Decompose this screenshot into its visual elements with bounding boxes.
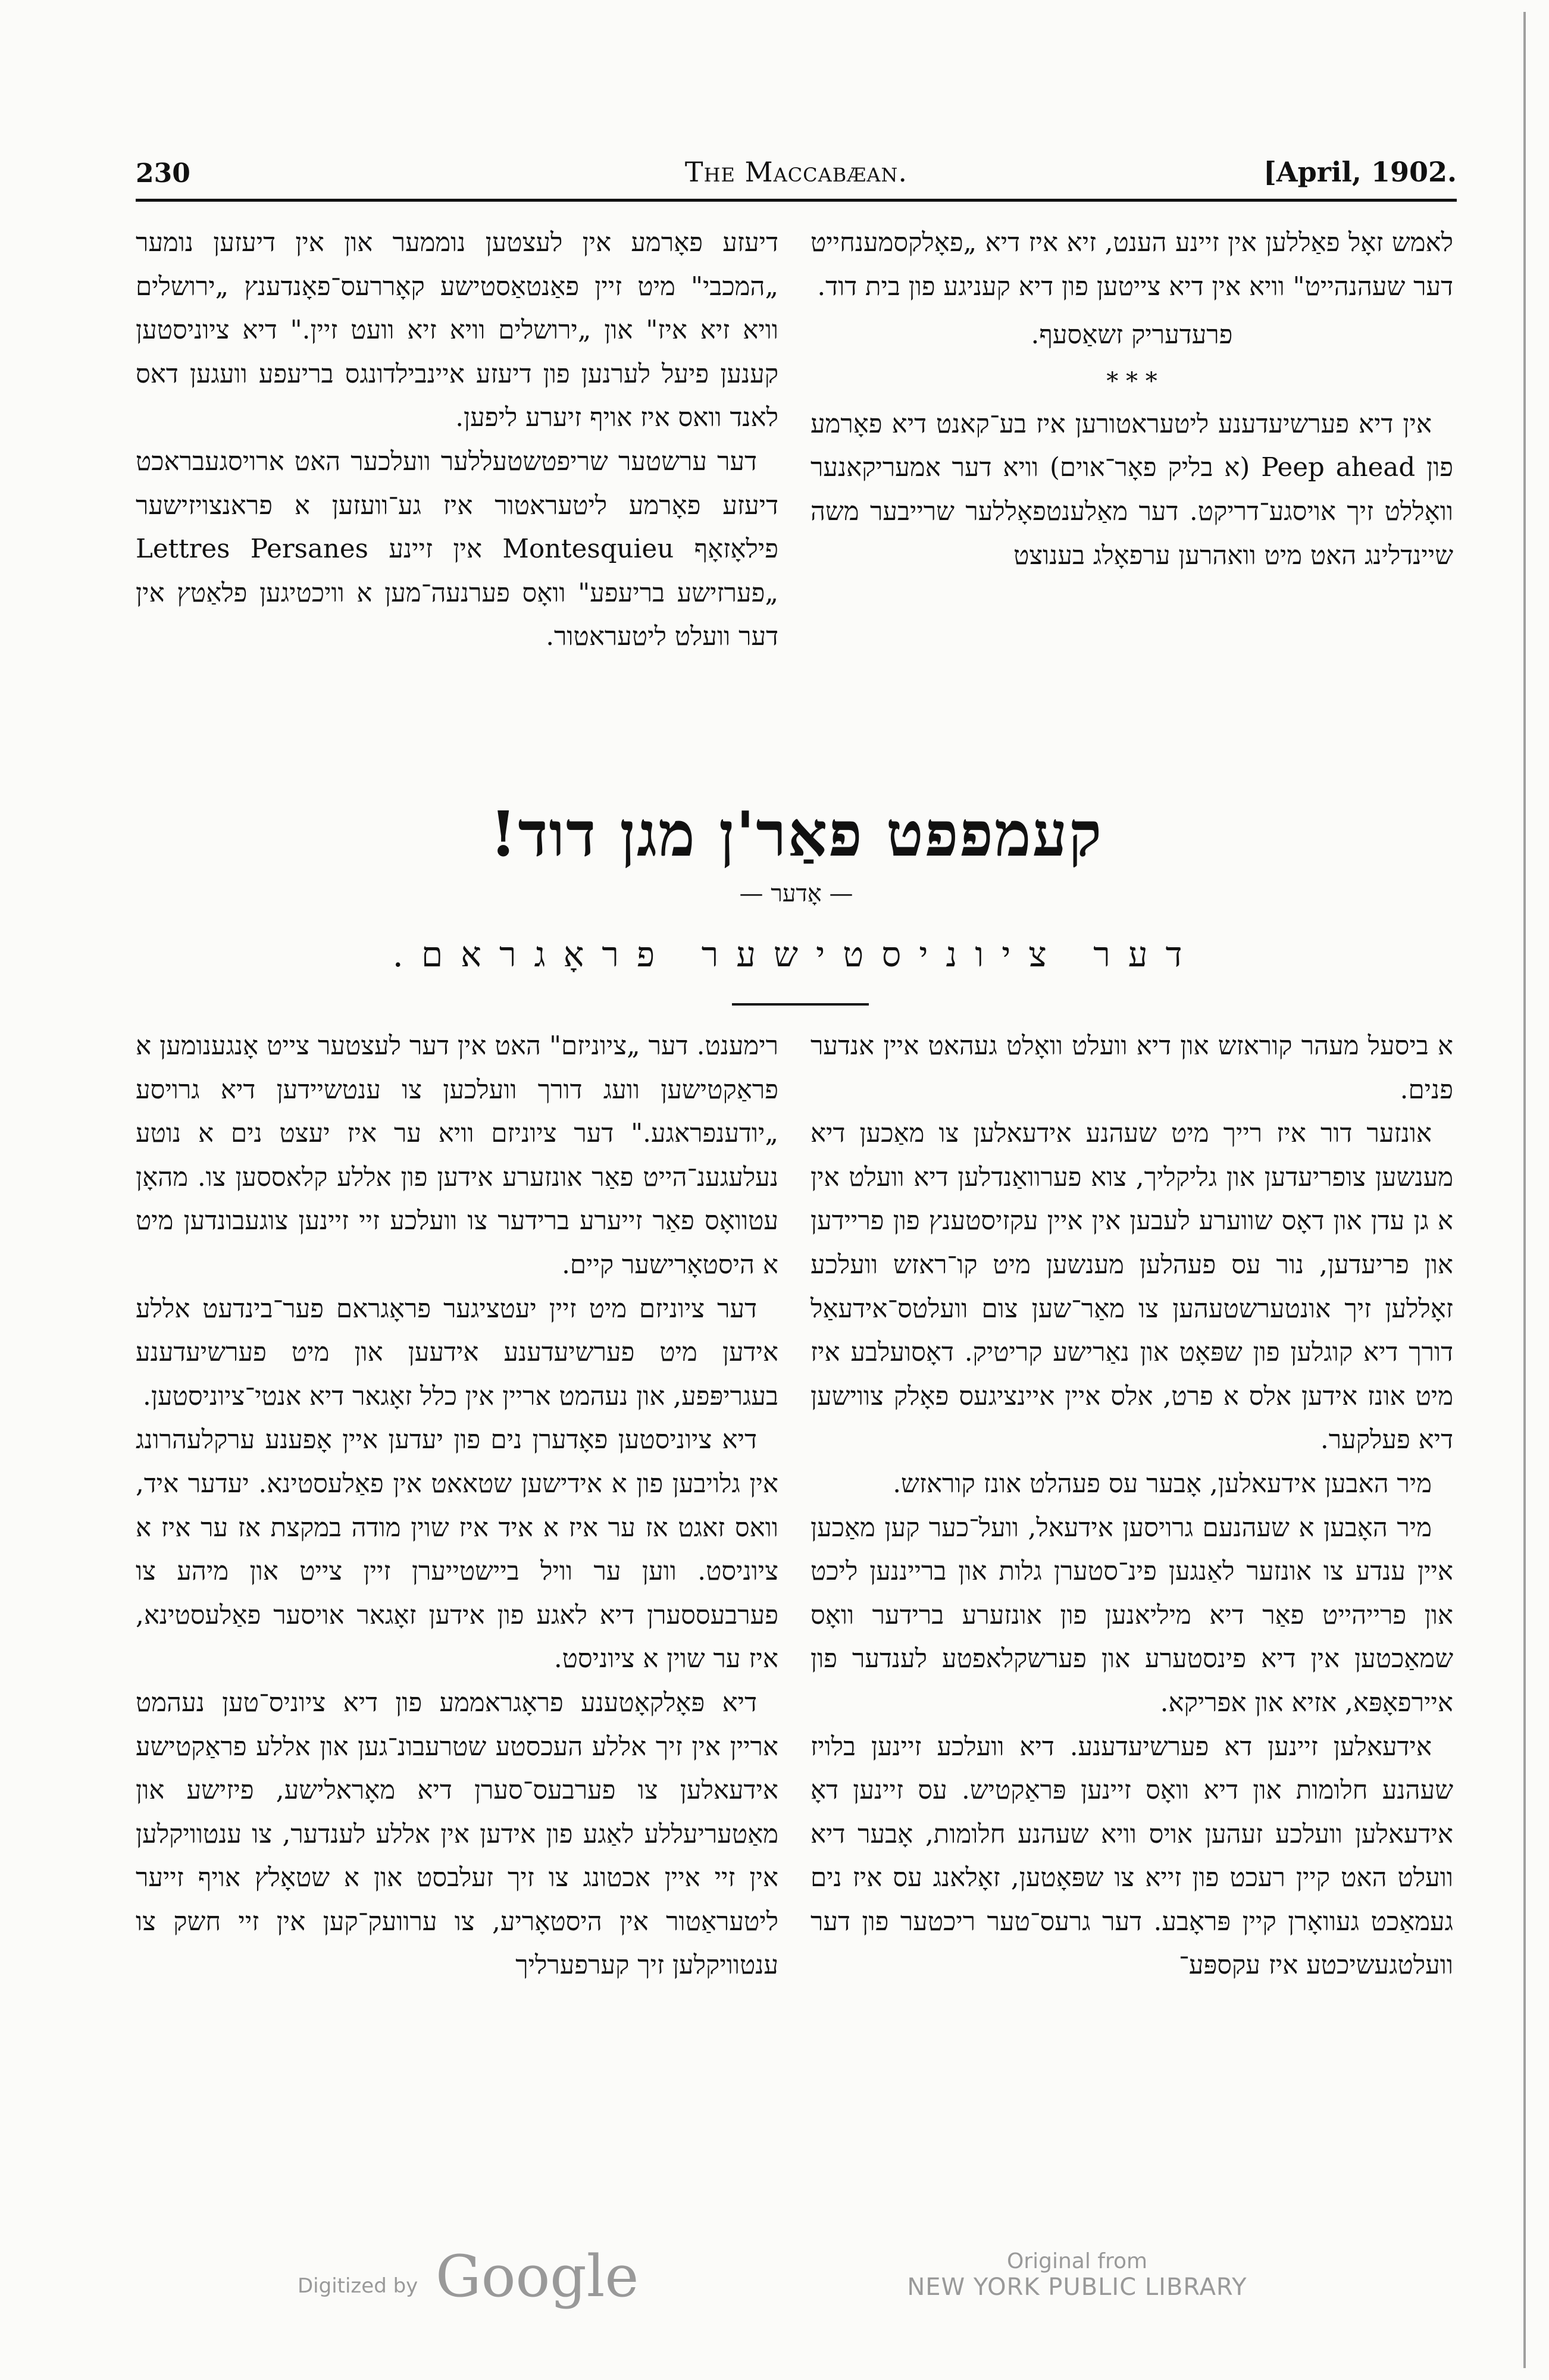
paragraph: מיר האָבען א שעהנעם גרויסען אידעאל, וועל־כער קען מאַכען איין ענדע צו אונזער לאַנגען פינ־סטערן גלות און ברייננען ליכט און פרייהייט פאַר דיא מיליאנען פון אונזערע ברידער וואָס שמאַכטען אין דיא פינסטערע און פערשקלאפטע לענדער פון איירפאָפּא, אזיא און אפריקא. [811, 1512, 1453, 1718]
asterism-separator: * * * [1106, 367, 1157, 395]
running-header [136, 156, 1457, 198]
text-run: דער ערשטער שריפטשטעללער וועלכער האט ארויסגעבראכט דיעזע פאָרמע ליטעראטור איז גע־וועזען א פראנצויזישער פילאָזאָף [136, 446, 779, 565]
bottom-right-column [811, 1025, 1453, 1988]
paragraph: דיא ציוניסטען פאָדערן נים פון יעדען איין אָפענע ערקלעהרונג אין גלויבען פון א אידישען שטאאט אין פאַלעסטינא. יעדער איד, וואס זאגט אז ער איז א איד איז שוין מודה במקצת אז ער איז א ציוניסט. ווען ער וויל ביישטייערן זיין צייט און מיהע צו פערבעססערן דיא לאגע פון אידען זאָגאר אויסער פאַלעסטינא, איז ער שוין א ציוניסט. [136, 1425, 778, 1674]
paragraph: מיר האבען אידעאלען, אָבער עס פעהלט אונז קוראזש. [893, 1468, 1432, 1499]
paragraph: לאמש זאָל פאַללען אין זיינע הענט, זיא איז דיא „פאָלקסמענחייט דער שעהנהייט" וויא אין דיא צייטען פון דיא קעניגע פון בית דוד. [811, 228, 1453, 302]
article-or-line: — אָדער — [739, 880, 853, 907]
paragraph: אידעאלען זיינען דא פערשיעדענע. דיא וועלכע זיינען בלויז שעהנע חלומות און דיא וואָס זיינען פּראַקטיש. עס זיינען דאָ אידעאלען וועלכע זעהען אויס וויא שעהנע חלומות, אָבער דיא וועלט האט קיין רעכט פון זייא צו שפּאָטען, זאָלאנג עס איז נים געמאַכט געוואָרן קיין פּראָבע. דער גרעס־טער ריכטער פון דער וועלטגעשיכטע איז עקספּע־ [811, 1731, 1453, 1981]
page-number: 230 [136, 158, 190, 189]
original-from-label: Original from [1006, 2249, 1148, 2273]
latin-phrase: Montesquieu [502, 534, 674, 565]
paragraph [136, 440, 778, 659]
latin-phrase: Peep ahead [1261, 453, 1416, 483]
issue-date: [April, 1902. [1263, 156, 1457, 188]
text-run: „פערזישע בריעפע" וואָס פערנעה־מען א וויכטיגען פלאַטץ אין דער וועלט ליטעראטור. [136, 578, 778, 652]
paragraph: דיא פּאָלקאָטענע פראָגראממע פון דיא ציוניס־טען נעהמט אריין אין זיך אללע העכסטע שטרעבונ־גען און אללע פראַקטישע אידעאלען צו פערבעס־סערן דיא מאָראלישע, פיזישע און מאַטעריעללע לאַגע פון אידען אין אללע לענדער, צו ענטוויקלען אין זיי איין אכטונג צו זיך זעלבסט און א שטאָלץ אויף זייער ליטעראַטור אין היסטאָריע, צו ערוועק־קען אין זיי חשק צו ענטוויקלען זיך קערפערליך [136, 1687, 778, 1981]
latin-phrase: Lettres Persanes [136, 534, 369, 565]
scan-edge-line [1523, 12, 1526, 2368]
paragraph: דער ציוניזם מיט זיין יעטציגער פראָגראם פער־בינדעט אללע אידען מיט פערשיעדענע אידעען און מיט פערשיעדענע בעגריפּפע, און נעהמט אריין אין כלל זאָגאר דיא אנטי־ציוניסטען. [136, 1294, 778, 1411]
library-name: NEW YORK PUBLIC LIBRARY [907, 2273, 1247, 2301]
text-run: אין זיינע [389, 534, 483, 565]
bottom-left-column [136, 1025, 778, 1988]
paragraph [811, 403, 1453, 578]
top-left-column [136, 221, 778, 659]
article-title: קעמפפט פאַר'ן מגן דוד! [489, 797, 1103, 870]
digitized-by-label: Digitized by [298, 2274, 418, 2298]
text-run: (א בליק פאָר־אוים) וויא דער אמעריקאנער וואָללט זיך אויסגע־דריקט. דער מאַלענטפאָללער שרייבער משה שיינדלינג האט מיט וואהרען ערפאָלג בענוצט [811, 453, 1453, 571]
article-subtitle: דער ציוניסטישער פראָגראם. [392, 934, 1200, 975]
journal-title: The Maccabæan. [684, 156, 908, 188]
original-from-watermark [899, 2249, 1256, 2301]
digitized-by-watermark [298, 2243, 666, 2309]
paragraph: א ביסעל מעהר קוראזש און דיא וועלט וואָלט געהאט איין אנדער פנים. [811, 1031, 1453, 1105]
paragraph: אונזער דור איז רייך מיט שעהנע אידעאלען צו מאַכען דיא מענשען צופריעדען און גליקליך, צוא פערוואַנדלען דיא וועלט אין א גן עדן און דאָס שווערע לעבען אין איין עקזיסטענץ פון פריידען און פריעדען, נור עס פעהלען מענשען מיט קו־ראזש וועלכע זאָללען זיך אונטערשטעהען צו מאַר־שען צום וועלטס־אידעאַל דורך דיא קוגלען פון שפּאָט און נאַרישע קריטיק. דאָסועלבע איז מיט אונז אידען אלס א פרט, אלס איין איינציגעס פאָלק צווישען דיא פעלקער. [811, 1119, 1453, 1455]
title-rule [732, 1003, 869, 1006]
paragraph: דיעזע פאָרמע אין לעצטען נוממער און אין דיעזען נומער „המכבי" מיט זיין פאַנטאַסטישע קאָררעס־פאָנדענץ „ירושלים וויא זיא איז" און „ירושלים וויא זיא וועט זיין." דיא ציוניסטען קענען פיעל לערנען פון דיעזע איינבילדונגס בריעפע וועגען דאס לאנד וואס איז אויף זיערע ליפען. [136, 228, 778, 433]
paragraph: רימענט. דער „ציוניזם" האט אין דער לעצטער צייט אָנגענומען א פראַקטישען וועג דורך וועלכען צו ענטשיידען דיא גרויסע „יודענפראגע." דער ציוניזם וויא ער איז יעצט נים א נוטע נעלעגענ־הייט פאַר אונזערע אידען פון אללע קלאססען צו. מהאָן עטוואָס פאַר זייערע ברידער צו וועלכע זיי זיינען צוגעבונדען מיט א היסטאָרישער קיים. [136, 1031, 778, 1280]
text-run: אין דיא פערשיעדענע ליטעראטורען איז בע־קאנט דיא פאָרמע פון [811, 409, 1454, 483]
header-rule [136, 199, 1457, 202]
author-signature: פרעדעריק זשאַסעף. [1031, 320, 1233, 350]
google-logo: Google [436, 2243, 639, 2310]
top-right-column [811, 221, 1453, 578]
